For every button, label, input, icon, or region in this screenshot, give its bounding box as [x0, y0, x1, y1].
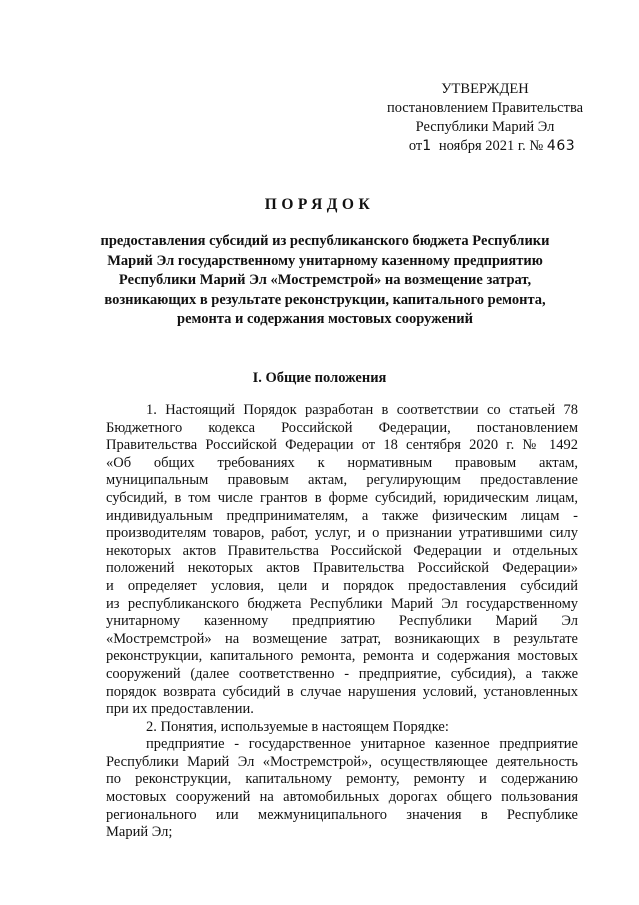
approval-heading: УТВЕРЖДЕН [441, 81, 529, 97]
paragraph-line: «Мостремстрой» на возмещение затрат, возникающих в результате [106, 630, 578, 647]
approval-date-rest: ноября 2021 г. № [438, 138, 544, 154]
paragraph-line: предприятие - государственное унитарное казенное предприятие [146, 736, 578, 753]
paragraph-2 [106, 719, 578, 737]
approval-date-day: 1 [422, 138, 432, 154]
subtitle-line: Республики Марий Эл «Мостремстрой» на возмещение затрат, [118, 272, 532, 288]
paragraph-line: унитарному казенному предприятию Республики Марий Эл [106, 613, 578, 630]
paragraph-line: положений некоторых актов Правительства Российской Федерации» [106, 560, 578, 577]
subtitle-line: Марий Эл государственному унитарному казенному предприятию [107, 252, 543, 269]
paragraph-line: по реконструкции, капитальному ремонту, ремонту и содержанию [106, 771, 578, 788]
approval-date-prefix: от [408, 138, 423, 154]
paragraph-line: 2. Понятия, используемые в настоящем Порядке: [146, 718, 449, 735]
paragraph-line: из республиканского бюджета Республики Марий Эл государственному [106, 595, 578, 612]
paragraph-line: 1. Настоящий Порядок разработан в соответствии со статьей 78 [146, 402, 578, 418]
paragraph-line: реконструкции, капитального ремонта, ремонта и содержания мостовых [106, 648, 578, 665]
body-text [106, 402, 578, 842]
approval-decree-line: постановлением Правительства [386, 100, 584, 116]
document-subtitle [95, 232, 555, 330]
approval-stamp [360, 80, 610, 156]
paragraph-line: субсидий, в том числе грантов в форме субсидий, юридическим лицам, [106, 489, 578, 506]
paragraph-line: Правительства Российской Федерации от 18 сентября 2020 г. № 1492 [106, 437, 578, 454]
paragraph-line: Бюджетного кодекса Российской Федерации, постановлением [106, 419, 578, 436]
paragraph-line: «Об общих требованиях к нормативным правовым актам, [106, 454, 578, 471]
paragraph-line: и определяет условия, цели и порядок предоставления субсидий [106, 577, 578, 594]
approval-republic-line: Республики Марий Эл [415, 119, 555, 135]
paragraph-line: Республики Марий Эл «Мостремстрой», осуществляющее деятельность [106, 753, 578, 770]
subtitle-line: предоставления субсидий из республиканского бюджета Республики [100, 233, 550, 249]
paragraph-3 [106, 736, 578, 842]
paragraph-line: при их предоставлении. [106, 701, 254, 718]
paragraph-line: индивидуальным предпринимателям, а также физическим лицам - [106, 507, 578, 524]
paragraph-line: некоторых актов Правительства Российской Федерации и отдельных [106, 542, 578, 559]
paragraph-line: регионального или межмуниципального значения в Республике [106, 806, 578, 823]
paragraph-line: производителям товаров, работ, услуг, и о признании утратившими силу [106, 525, 578, 542]
paragraph-line: мостовых сооружений на автомобильных дорогах общего пользования [106, 789, 578, 806]
section-heading: I. Общие положения [252, 370, 387, 386]
approval-number: 463 [546, 138, 576, 154]
paragraph-line: порядок возврата субсидий в случае нарушения условий, установленных [106, 683, 578, 700]
subtitle-line: возникающих в результате реконструкции, капитального ремонта, [104, 291, 546, 308]
paragraph-line: Марий Эл; [106, 824, 173, 841]
subtitle-line: ремонта и содержания мостовых сооружений [177, 311, 473, 327]
paragraph-line: муниципальным правовым актам, регулирующим предоставление [106, 472, 578, 489]
paragraph-line: сооружений (далее соответственно - предприятие, субсидия), а также [106, 665, 578, 682]
paragraph-1 [106, 402, 578, 719]
approval-date-line [360, 137, 610, 156]
document-title: ПОРЯДОК [264, 196, 375, 213]
